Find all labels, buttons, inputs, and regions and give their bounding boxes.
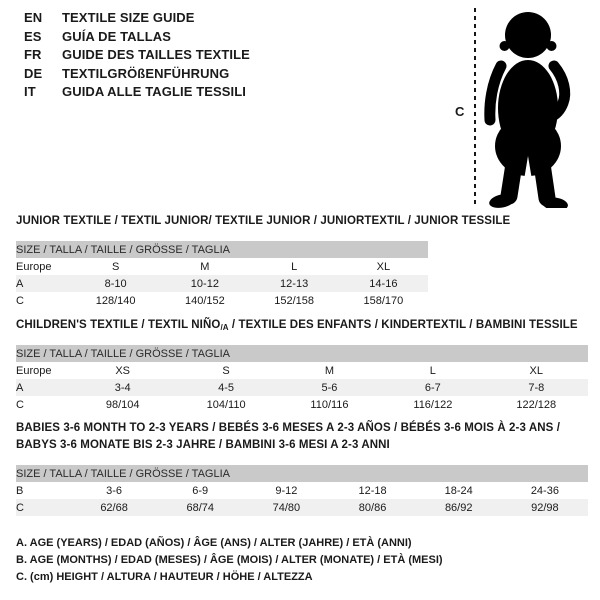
row-label-cell: A [16, 379, 71, 396]
row-label-cell: C [16, 294, 24, 307]
table-row [16, 275, 428, 292]
value-cell: 68/74 [157, 499, 243, 516]
language-title-list [24, 9, 250, 102]
value-cell: 110/116 [310, 398, 349, 411]
lang-label: GUÍA DE TALLAS [62, 28, 172, 44]
size-header-bar: SIZE / TALLA / TAILLE / GRÖSSE / TAGLIA [16, 465, 588, 482]
lang-row-en [24, 9, 250, 28]
table-row [16, 362, 588, 379]
value-cell: 8-10 [71, 275, 160, 292]
value-cell: 24-36 [530, 484, 559, 497]
children-section-title [16, 319, 578, 332]
table-row [16, 482, 588, 499]
value-cell: 18-24 [444, 484, 473, 497]
value-cell: 12-18 [358, 484, 387, 497]
value-cell: 3-6 [106, 484, 123, 497]
value-cell: 86/92 [416, 499, 502, 516]
value-cell: 152/158 [274, 294, 314, 307]
lang-code: FR [24, 47, 42, 63]
footnote-b: B. AGE (MONTHS) / EDAD (MESES) / ÂGE (MOIS) / ALTER (MONATE) / ETÀ (MESI) [16, 554, 443, 566]
value-cell: 9-12 [275, 484, 298, 497]
table-row [16, 499, 588, 516]
junior-size-table [16, 241, 428, 309]
value-cell: 158/170 [363, 294, 404, 307]
lang-code: DE [24, 65, 43, 81]
value-cell: 92/98 [502, 499, 588, 516]
size-col-cell: M [324, 364, 335, 377]
size-col-cell: L [429, 364, 436, 377]
size-header-bar: SIZE / TALLA / TAILLE / GRÖSSE / TAGLIA [16, 241, 428, 258]
region-label-cell: Europe [16, 260, 52, 273]
value-cell: 122/128 [516, 398, 557, 411]
babies-title-line2: BABYS 3-6 MONATE BIS 2-3 JAHRE / BAMBINI 3-6 MESI A 2-3 ANNI [16, 438, 390, 451]
value-cell: 3-4 [71, 379, 174, 396]
babies-section-title [16, 420, 560, 453]
size-header-row [16, 241, 428, 258]
lang-row-it [24, 83, 250, 102]
row-label-cell: C [16, 398, 24, 411]
lang-label: TEXTILGRÖßENFÜHRUNG [62, 65, 230, 81]
value-cell: 6-9 [192, 484, 209, 497]
value-cell: 4-5 [174, 379, 277, 396]
size-col-cell: XS [115, 364, 131, 377]
table-row [16, 258, 428, 275]
size-col-cell: S [222, 364, 230, 377]
lang-label: TEXTILE SIZE GUIDE [62, 10, 195, 25]
row-label-cell: C [16, 499, 71, 516]
lang-label: GUIDA ALLE TAGLIE TESSILI [62, 84, 247, 100]
size-col-cell: XL [376, 260, 391, 273]
value-cell: 140/152 [184, 294, 225, 307]
lang-code: ES [24, 28, 42, 44]
value-cell: 6-7 [381, 379, 484, 396]
value-cell: 128/140 [95, 294, 136, 307]
lang-row-fr [24, 46, 250, 65]
value-cell: 62/68 [71, 499, 157, 516]
babies-size-table [16, 465, 588, 516]
value-cell: 74/80 [243, 499, 329, 516]
size-col-cell: S [111, 260, 120, 273]
value-cell: 104/110 [206, 398, 246, 411]
size-col-cell: M [200, 260, 210, 273]
lang-label: GUIDE DES TAILLES TEXTILE [62, 47, 250, 63]
babies-title-line1: BABIES 3-6 MONTH TO 2-3 YEARS / BEBÉS 3-6 MESES A 2-3 AÑOS / BÉBÉS 3-6 MOIS À 2-3 ANS / [16, 422, 560, 434]
value-cell: 80/86 [329, 499, 415, 516]
value-cell: 14-16 [339, 275, 428, 292]
row-label-cell: A [16, 275, 71, 292]
footnote-c: C. (cm) HEIGHT / ALTURA / HAUTEUR / HÖHE / ALTEZZA [16, 571, 313, 583]
children-size-table [16, 345, 588, 413]
value-cell: 10-12 [160, 275, 249, 292]
size-header-row [16, 465, 588, 482]
value-cell: 98/104 [105, 398, 140, 411]
lang-row-de [24, 65, 250, 84]
height-marker-label: C [455, 104, 465, 119]
row-label-cell: B [16, 484, 24, 497]
size-col-cell: XL [529, 364, 544, 377]
children-title-subscript: /A [220, 323, 229, 332]
size-header-row [16, 345, 588, 362]
value-cell: 12-13 [250, 275, 339, 292]
table-row [16, 379, 588, 396]
lang-code: IT [24, 84, 36, 100]
value-cell: 7-8 [485, 379, 588, 396]
table-row [16, 292, 428, 309]
value-cell: 116/122 [413, 398, 453, 411]
lang-row-es [24, 28, 250, 47]
value-cell: 5-6 [278, 379, 381, 396]
footnote-a: A. AGE (YEARS) / EDAD (AÑOS) / ÂGE (ANS) / ALTER (JAHRE) / ETÀ (ANNI) [16, 537, 412, 549]
lang-code: EN [24, 10, 43, 25]
children-title-pre: CHILDREN'S TEXTILE / TEXTIL NIÑO [16, 319, 221, 331]
table-row [16, 396, 588, 413]
children-title-post: / TEXTILE DES ENFANTS / KINDERTEXTIL / BAMBINI TESSILE [228, 319, 578, 331]
baby-silhouette [484, 8, 576, 208]
junior-section-title: JUNIOR TEXTILE / TEXTIL JUNIOR/ TEXTILE JUNIOR / JUNIORTEXTIL / JUNIOR TESSILE [16, 215, 511, 227]
size-col-cell: L [291, 260, 298, 273]
region-label-cell: Europe [16, 364, 52, 377]
size-header-bar: SIZE / TALLA / TAILLE / GRÖSSE / TAGLIA [16, 345, 588, 362]
footnotes [16, 535, 443, 586]
height-measure-dashed-line [474, 8, 476, 206]
